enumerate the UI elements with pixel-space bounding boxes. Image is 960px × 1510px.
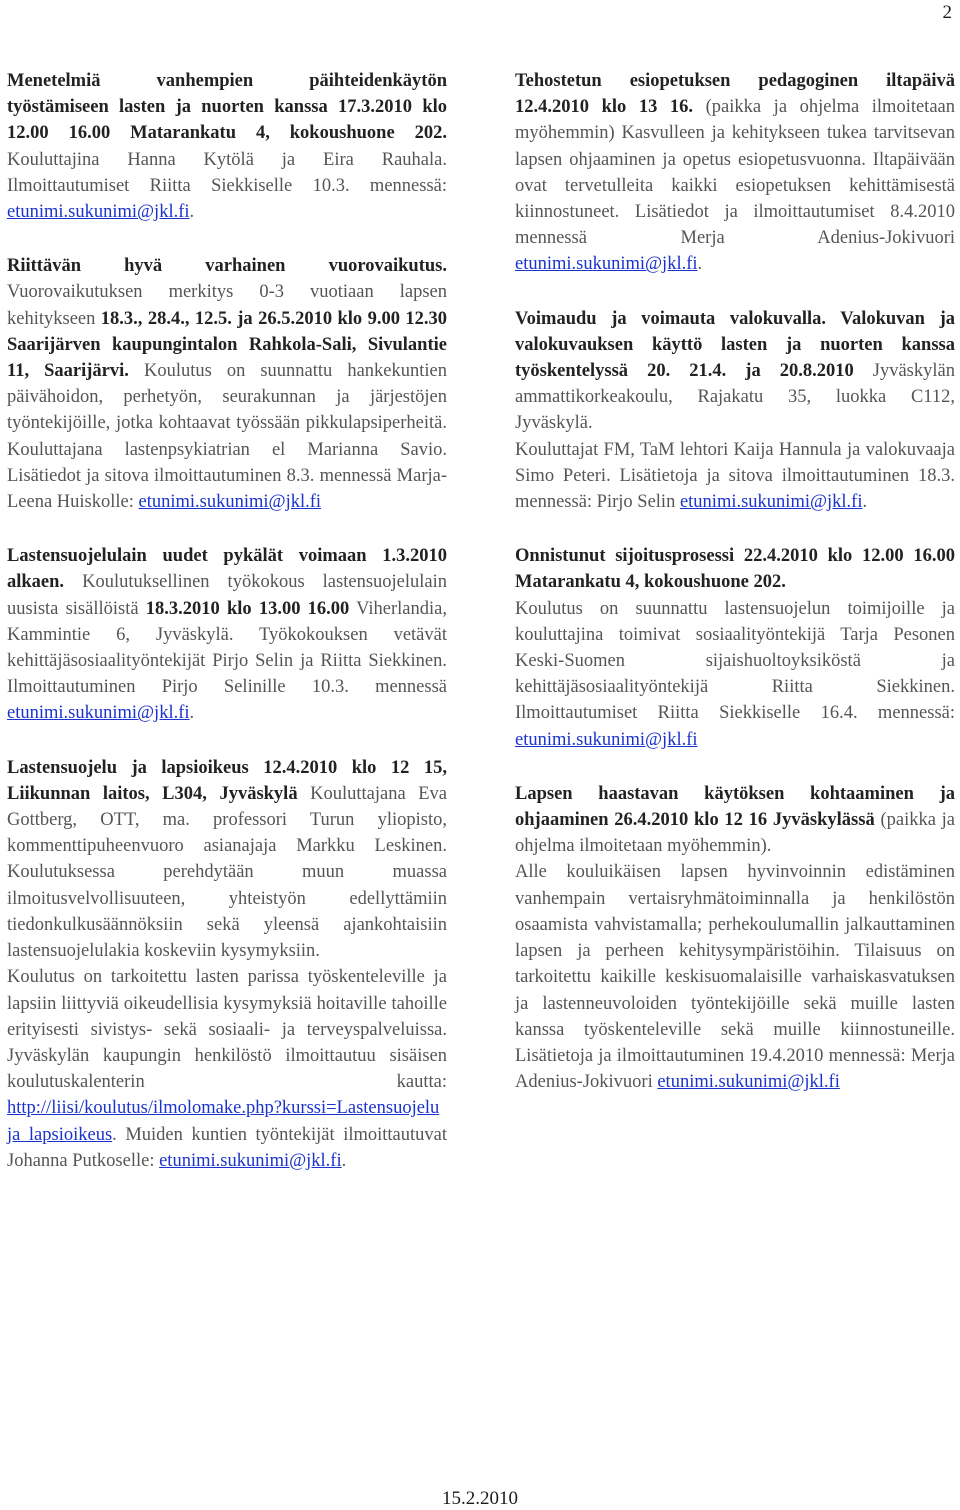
section-body: Kouluttajana Eva Gottberg, OTT, ma. professori Turun yliopisto, kommenttipuheenvuoro asianajaja Markku Leskinen. Koulutuksessa perehdytään muun muassa ilmoitusvelvollisuuteen, yhteistyön edellyttämiin tiedonkulkusäännöksiin sekä yleensä ajankohtaisiin lastensuojelulakia koskeviin kysymyksiin. [7, 783, 448, 962]
email-link[interactable]: etunimi.sukunimi@jkl.fi [679, 492, 863, 513]
email-link[interactable]: etunimi.sukunimi@jkl.fi [7, 202, 190, 223]
section-esiopetus [515, 68, 955, 278]
section-body-2: Koulutus on tarkoitettu lasten parissa työskenteleville ja lapsiin liittyviä oikeudellisia kysymyksiä hoitaville tahoille erityisesti sivistys- sekä sosiaali- ja terveyspalveluissa. Jyväskylän kaupungin henkilöstö ilmoittautuu sisäisen koulutuskalenterin kautta: [7, 967, 447, 1093]
section-date-location: 18.3., 28.4., 12.5. ja 26.5.2010 klo 9.00 12.30 Saarijärven kaupungintalon Rahkola-Sali, Sivulantie 11, Saarijärvi. [7, 308, 447, 382]
section-body: Jyväskylän ammattikorkeakoulu, Rajakatu 35, luokka C112, Jyväskylä. [515, 361, 955, 434]
section-body-end: . [189, 703, 195, 724]
email-link[interactable]: etunimi.sukunimi@jkl.fi [515, 729, 698, 750]
section-body-2: Alle kouluikäisen lapsen hyvinvoinnin edistäminen vanhempain vertaisryhmätoiminnalla ja henkilöstön osaamista vahvistamalla; perhekoulumallin jalkauttaminen lapsen ja perheen kehitysympäristöihin. Tilaisuus on tarkoitettu kaikille keskisuomalaisille varhaiskasvatuksen ja lastenneuvoloiden työntekijöille sekä muille lasten kanssa työskenteleville sekä muille kiinnostuneille. Lisätietoja ja ilmoittautuminen 19.4.2010 mennessä: Merja Adenius-Jokivuori [515, 862, 955, 1093]
section-body: Kouluttajina Hanna Kytölä ja Eira Rauhala. Ilmoittautumiset Riitta Siekkiselle 10.3. mennessä: [7, 149, 447, 196]
email-link[interactable]: etunimi.sukunimi@jkl.fi [159, 1150, 342, 1171]
email-link[interactable]: etunimi.sukunimi@jkl.fi [7, 703, 190, 724]
section-body-3: . Muiden kuntien työntekijät ilmoittautuvat Johanna Putkoselle: [7, 1124, 447, 1171]
section-heading: Lapsen haastavan käytöksen kohtaaminen ja ohjaaminen 26.4.2010 klo 12 16 Jyväskylässä [515, 783, 955, 831]
left-column [7, 68, 447, 1202]
section-body-end: . [341, 1150, 347, 1171]
section-date: 18.3.2010 klo 13.00 16.00 [145, 598, 350, 619]
email-link[interactable]: etunimi.sukunimi@jkl.fi [657, 1072, 840, 1093]
email-link[interactable]: etunimi.sukunimi@jkl.fi [138, 492, 322, 513]
section-body: (paikka ja ohjelma ilmoitetaan myöhemmin) Kasvulleen ja kehitykseen tukea tarvitsevan lapsen ohjaaminen ja opetus esiopetusvuonna. Iltapäivään ovat tervetulleita kaikki esiopetuksen kehittämisestä kiinnostuneet. Lisätiedot ja ilmoittautumiset 8.4.2010 mennessä Merja Adenius-Jokivuori [515, 97, 955, 249]
section-heading: Onnistunut sijoitusprosessi 22.4.2010 klo 12.00 16.00 Matarankatu 4, kokoushuone 202. [515, 546, 955, 593]
section-valokuva [515, 306, 955, 516]
section-heading: Riittävän hyvä varhainen vuorovaikutus. [7, 256, 447, 277]
registration-url-link[interactable]: http://liisi/koulutus/ilmolomake.php?kurssi=Lastensuojelu ja lapsioikeus [7, 1098, 440, 1145]
section-body: (paikka ja ohjelma ilmoitetaan myöhemmin). [515, 810, 956, 857]
page-number: 2 [942, 2, 952, 23]
section-heading: Lastensuojelu ja lapsioikeus 12.4.2010 klo 12 15, Liikunnan laitos, L304, Jyväskylä [7, 757, 447, 804]
section-heading: Tehostetun esiopetuksen pedagoginen iltapäivä 12.4.2010 klo 13 16. [515, 71, 955, 118]
section-haastava-kaytos [515, 781, 955, 1095]
section-heading: Voimaudu ja voimauta valokuvalla. Valokuvan ja valokuvauksen käyttö lasten ja nuorten kanssa työskentelyssä 20. 21.4. ja 20.8.2010 [515, 308, 955, 382]
section-vanhempien-paihteidenkaytto [7, 68, 447, 225]
section-heading: Lastensuojelulain uudet pykälät voimaan 1.3.2010 alkaen. [7, 546, 447, 593]
section-heading: Menetelmiä vanhempien päihteidenkäytön työstämiseen lasten ja nuorten kanssa 17.3.2010 klo 12.00 16.00 Matarankatu 4, kokoushuone 202. [7, 71, 447, 144]
section-body: Viherlandia, Kammintie 6, Jyväskylä. Työkokouksen vetävät kehittäjäsosiaalityöntekijät Pirjo Selin ja Riitta Siekkinen. Ilmoittautuminen Pirjo Selinille 10.3. mennessä [7, 598, 447, 698]
section-body: Koulutus on suunnattu lastensuojelun toimijoille ja kouluttajina toimivat sosiaalityöntekijä Tarja Pesonen Keski-Suomen sijaishuoltoyksiköstä ja kehittäjäsosiaalityöntekijä Riitta Siekkinen. Ilmoittautumiset Riitta Siekkiselle 16.4. mennessä: [515, 598, 955, 724]
section-lapsioikeus [7, 755, 447, 1174]
section-body-end: . [862, 492, 868, 513]
section-body-intro: Vuorovaikutuksen merkitys 0-3 vuotiaan lapsen kehitykseen [7, 282, 447, 329]
section-body-intro: Koulutuksellinen työkokous lastensuojelulain uusista sisällöistä [7, 572, 447, 619]
section-body: Koulutus on suunnattu hankekuntien päivähoidon, perhetyön, seurakunnan ja järjestöjen työntekijöille, jotka kohtaavat työssään pikkulapsiperheitä. Kouluttajana lastenpsykiatrian el Marianna Savio. Lisätiedot ja sitova ilmoittautuminen 8.3. mennessä Marja-Leena Huiskolle: [7, 361, 447, 513]
email-link[interactable]: etunimi.sukunimi@jkl.fi [515, 254, 698, 275]
section-vuorovaikutus [7, 253, 447, 515]
footer-date: 15.2.2010 [442, 1488, 518, 1509]
right-column [515, 68, 955, 1123]
section-sijoitusprosessi [515, 543, 955, 753]
section-lastensuojelulaki [7, 543, 447, 726]
section-body-2: Kouluttajat FM, TaM lehtori Kaija Hannula ja valokuvaaja Simo Peteri. Lisätietoja ja sitova ilmoittautuminen 18.3. mennessä: Pirjo Selin [515, 439, 955, 513]
section-body-end: . [697, 254, 703, 275]
section-body-end: . [189, 202, 195, 223]
